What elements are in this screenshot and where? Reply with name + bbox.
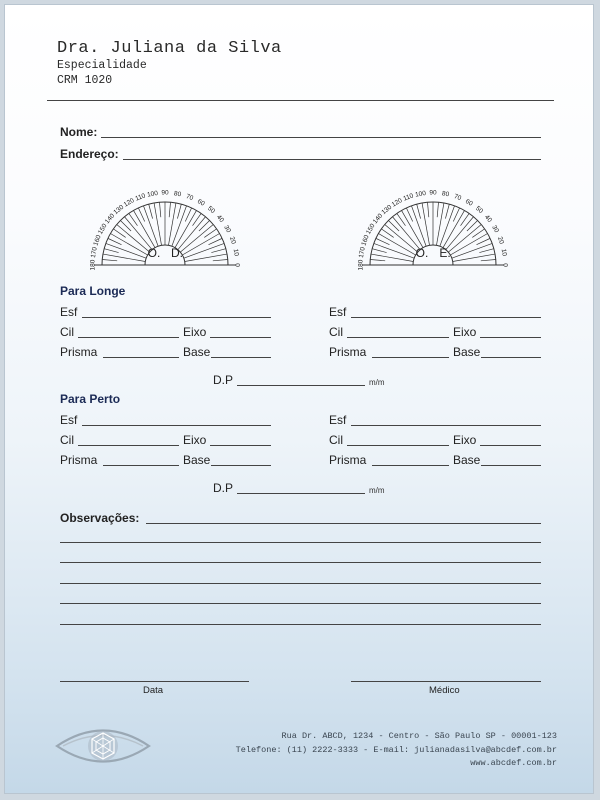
near-oe-eixo-field[interactable] — [480, 445, 541, 446]
protractor-angle-label: 100 — [146, 189, 159, 199]
protractor-angle-label: 160 — [360, 234, 371, 247]
far-oe-prisma-field[interactable] — [372, 357, 449, 358]
protractor-tick — [417, 204, 421, 218]
far-dp-label: D.P — [213, 373, 234, 387]
protractor-tick — [446, 217, 474, 250]
doctor-specialty: Especialidade — [57, 59, 147, 72]
far-od-esf-label: Esf — [60, 305, 78, 319]
protractor-angle-label: 150 — [365, 222, 377, 236]
far-od-cil-label: Cil — [60, 325, 74, 339]
protractor-tick — [117, 225, 150, 253]
protractor-tick — [138, 208, 144, 222]
doctor-signature-line[interactable] — [351, 681, 541, 682]
date-caption: Data — [143, 685, 164, 696]
far-oe-esf-label: Esf — [329, 305, 347, 319]
header-divider — [47, 100, 554, 101]
oe-label-o: O. — [415, 246, 429, 260]
protractor-angle-label: 40 — [214, 213, 225, 224]
near-od-cil-field[interactable] — [78, 445, 179, 446]
near-oe-base-field[interactable] — [481, 465, 541, 466]
protractor-tick — [209, 238, 223, 244]
notes-line-3[interactable] — [60, 562, 541, 563]
protractor-tick — [199, 220, 210, 231]
protractor-tick — [149, 204, 153, 218]
near-od-esf-field[interactable] — [82, 425, 271, 426]
protractor-angle-label: 120 — [122, 197, 136, 209]
far-od-prisma-field[interactable] — [103, 357, 179, 358]
far-od-eixo-label: Eixo — [183, 325, 207, 339]
near-oe-eixo-label: Eixo — [453, 433, 477, 447]
far-oe-eixo-label: Eixo — [453, 325, 477, 339]
oe-label-e: E. — [439, 246, 451, 260]
footer-address: Rua Dr. ABCD, 1234 - Centro - São Paulo SP - 00001-123 — [281, 731, 557, 741]
far-oe-cil-label: Cil — [329, 325, 343, 339]
far-oe-prisma-label: Prisma — [329, 345, 367, 359]
far-od-cil-field[interactable] — [78, 337, 179, 338]
near-oe-cil-field[interactable] — [347, 445, 449, 446]
near-od-esf-label: Esf — [60, 413, 78, 427]
protractor-tick — [393, 217, 421, 250]
protractor-angle-label: 30 — [222, 224, 233, 234]
far-od-base-label: Base — [183, 345, 211, 359]
protractor-angle-label: 180 — [357, 259, 365, 270]
protractor-oe[interactable] — [343, 175, 523, 270]
far-od-base-field[interactable] — [211, 357, 271, 358]
protractor-tick — [160, 202, 161, 217]
protractor-angle-label: 50 — [474, 205, 485, 216]
protractor-tick — [178, 217, 206, 250]
protractor-tick — [445, 204, 449, 218]
protractor-angle-label: 90 — [161, 189, 169, 197]
protractor-tick — [479, 249, 493, 253]
protractor-angle-label: 20 — [227, 235, 237, 246]
protractor-angle-label: 20 — [495, 235, 505, 246]
notes-line-4[interactable] — [60, 583, 541, 584]
protractor-tick — [177, 204, 181, 218]
protractor-angle-label: 120 — [390, 197, 404, 209]
doctor-caption: Médico — [429, 685, 460, 696]
near-dp-unit: m/m — [369, 486, 385, 495]
footer-website: www.abcdef.com.br — [470, 758, 557, 768]
protractor-angle-label: 0 — [233, 263, 241, 267]
near-od-eixo-field[interactable] — [210, 445, 271, 446]
protractor-angle-label: 70 — [452, 193, 463, 203]
notes-line-2[interactable] — [60, 542, 541, 543]
near-section-title: Para Perto — [60, 392, 121, 406]
name-field[interactable] — [101, 137, 541, 138]
protractor-tick — [180, 225, 213, 253]
footer-contact: Telefone: (11) 2222-3333 - E-mail: julianadasilva@abcdef.com.br — [235, 745, 557, 755]
far-dp-field[interactable] — [237, 385, 365, 386]
protractor-angle-label: 130 — [112, 203, 126, 217]
protractor-tick — [437, 202, 438, 217]
address-label: Endereço: — [60, 147, 119, 161]
protractor-angle-label: 100 — [414, 189, 427, 199]
protractor-tick — [467, 220, 478, 231]
near-oe-prisma-label: Prisma — [329, 453, 367, 467]
protractor-tick — [169, 202, 170, 217]
protractor-tick — [453, 208, 459, 222]
protractor-angle-label: 30 — [490, 224, 501, 234]
protractor-angle-label: 110 — [402, 192, 415, 203]
protractor-angle-label: 180 — [89, 259, 97, 270]
protractor-tick — [448, 225, 481, 253]
protractor-angle-label: 0 — [501, 263, 509, 267]
notes-line-1[interactable] — [146, 523, 541, 524]
far-oe-base-label: Base — [453, 345, 481, 359]
near-od-prisma-field[interactable] — [103, 465, 179, 466]
far-section-title: Para Longe — [60, 284, 126, 298]
protractor-angle-label: 160 — [92, 234, 103, 247]
protractor-angle-label: 60 — [464, 197, 474, 208]
far-dp-unit: m/m — [369, 378, 385, 387]
protractor-od[interactable] — [75, 175, 255, 270]
protractor-angle-label: 10 — [231, 248, 240, 257]
protractor-tick — [108, 238, 122, 244]
protractor-angle-label: 40 — [482, 213, 493, 224]
protractor-angle-label: 80 — [441, 190, 450, 199]
protractor-angle-label: 110 — [134, 192, 147, 203]
od-label-d: D. — [171, 246, 183, 260]
near-dp-label: D.P — [213, 481, 234, 495]
doctor-crm: CRM 1020 — [57, 74, 113, 87]
protractor-tick — [102, 260, 117, 261]
far-oe-eixo-field[interactable] — [480, 337, 541, 338]
protractor-angle-label: 170 — [357, 246, 367, 259]
far-oe-base-field[interactable] — [481, 357, 541, 358]
protractor-angle-label: 80 — [173, 190, 182, 199]
near-od-cil-label: Cil — [60, 433, 74, 447]
near-od-base-field[interactable] — [211, 465, 271, 466]
near-oe-esf-label: Esf — [329, 413, 347, 427]
near-od-prisma-label: Prisma — [60, 453, 98, 467]
protractor-tick — [213, 260, 228, 261]
notes-line-6[interactable] — [60, 624, 541, 625]
far-od-eixo-field[interactable] — [210, 337, 271, 338]
protractor-angle-label: 140 — [103, 212, 117, 226]
protractor-tick — [428, 202, 429, 217]
protractor-tick — [120, 220, 131, 231]
protractor-tick — [481, 260, 496, 261]
protractor-tick — [104, 249, 118, 253]
protractor-tick — [185, 208, 191, 222]
protractor-tick — [376, 238, 390, 244]
date-signature-line[interactable] — [60, 681, 249, 682]
protractor-angle-label: 60 — [196, 197, 206, 208]
doctor-name: Dra. Juliana da Silva — [57, 39, 282, 58]
protractor-tick — [388, 220, 399, 231]
protractor-angle-label: 70 — [184, 193, 195, 203]
protractor-angle-label: 90 — [429, 189, 437, 197]
near-od-base-label: Base — [183, 453, 211, 467]
far-oe-esf-field[interactable] — [351, 317, 541, 318]
near-oe-cil-label: Cil — [329, 433, 343, 447]
protractor-tick — [406, 208, 412, 222]
near-od-eixo-label: Eixo — [183, 433, 207, 447]
protractor-tick — [370, 260, 385, 261]
near-oe-base-label: Base — [453, 453, 481, 467]
protractor-tick — [477, 238, 491, 244]
address-field[interactable] — [123, 159, 541, 160]
far-od-prisma-label: Prisma — [60, 345, 98, 359]
protractor-tick — [125, 217, 153, 250]
name-label: Nome: — [60, 125, 98, 139]
near-dp-field[interactable] — [237, 493, 365, 494]
far-oe-cil-field[interactable] — [347, 337, 449, 338]
protractor-tick — [385, 225, 418, 253]
protractor-angle-label: 170 — [89, 246, 99, 259]
protractor-angle-label: 150 — [97, 222, 109, 236]
far-od-esf-field[interactable] — [82, 317, 271, 318]
protractor-tick — [211, 249, 225, 253]
protractor-angle-label: 130 — [380, 203, 394, 217]
protractor-angle-label: 140 — [371, 212, 385, 226]
near-oe-prisma-field[interactable] — [372, 465, 449, 466]
protractor-angle-label: 50 — [206, 205, 217, 216]
eye-logo-icon — [55, 723, 151, 769]
protractor-tick — [372, 249, 386, 253]
protractor-angle-label: 10 — [499, 248, 508, 257]
near-oe-esf-field[interactable] — [351, 425, 541, 426]
prescription-sheet — [4, 4, 594, 794]
od-label-o: O. — [147, 246, 161, 260]
notes-label: Observações: — [60, 511, 140, 525]
notes-line-5[interactable] — [60, 603, 541, 604]
